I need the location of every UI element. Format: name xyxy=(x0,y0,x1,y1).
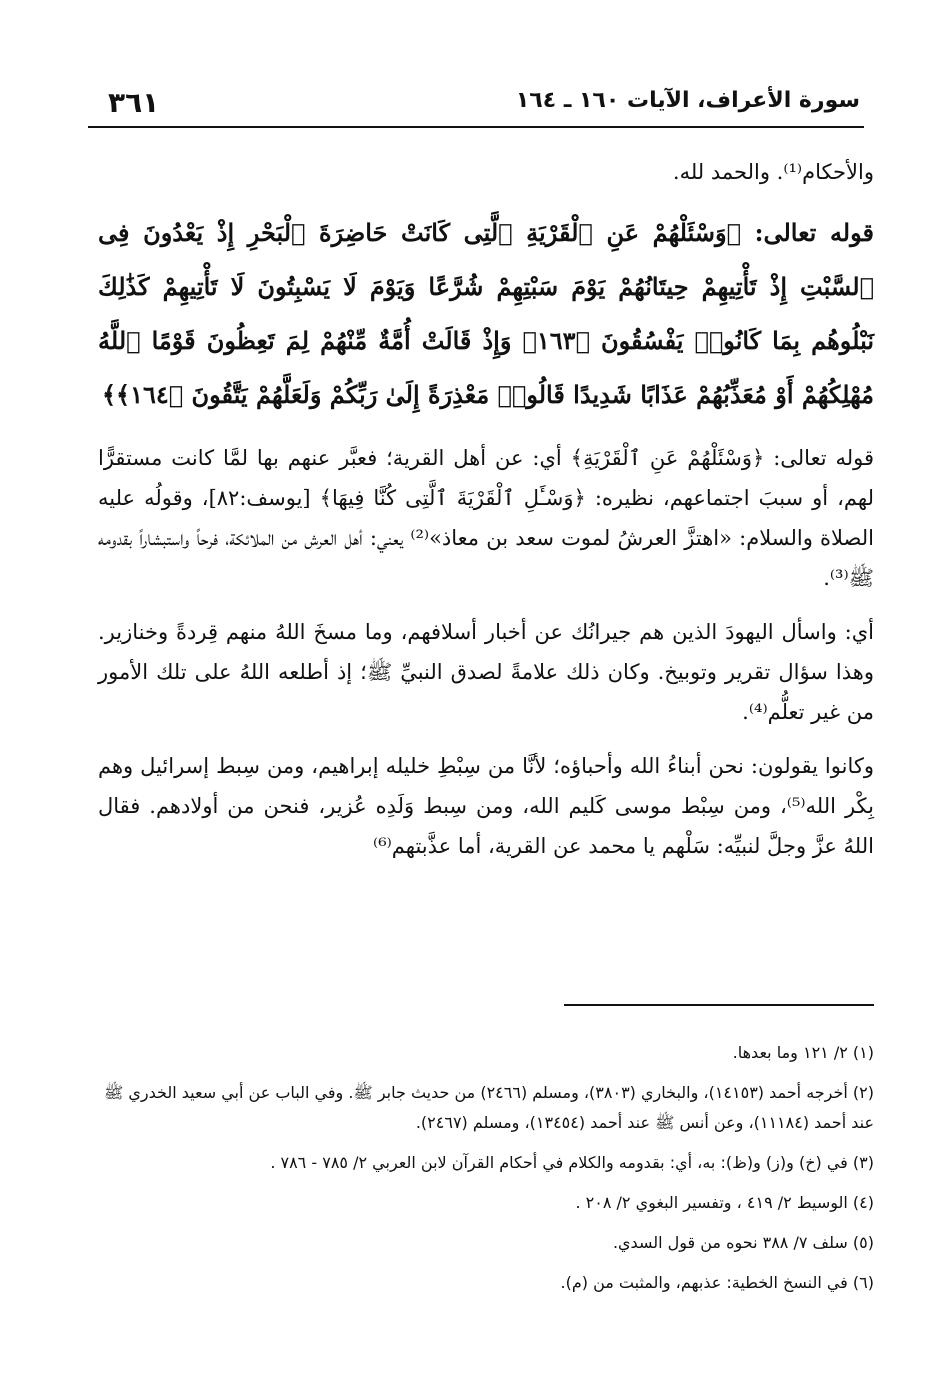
footnote-2: (٢) أخرجه أحمد (١٤١٥٣)، والبخاري (٣٨٠٣)، ومسلم (٢٤٦٦) من حديث جابر ﷺ. وفي الباب عن أبي سعيد الخدري ﷺ عند أحمد (١١١٨٤)، وعن أنس ﷺ عند أحمد (١٣٤٥٤)، ومسلم (٢٤٦٧). xyxy=(103,1083,874,1132)
footnote-3: (٣) في (خ) و(ز) و(ظ): به، أي: بقدومه والكلام في أحكام القرآن لابن العربي ٢/ ٧٨٥ - ٧٨٦ . xyxy=(270,1153,874,1172)
footnote-5: (٥) سلف ٧/ ٣٨٨ نحوه من قول السدي. xyxy=(612,1233,874,1252)
footnote-6: (٦) في النسخ الخطية: عذبهم، والمثبت من (م). xyxy=(560,1273,874,1292)
footnote-1: (١) ٢/ ١٢١ وما بعدها. xyxy=(732,1043,874,1062)
running-title: سورة الأعراف، الآيات ١٦٠ ـ ١٦٤ xyxy=(515,88,860,113)
paragraph-4: وكانوا يقولون: نحن أبناءُ الله وأحباؤه؛ لأنَّا من سِبْطِ خليله إبراهيم، ومن سِبط إسرائيل وهم بِكْر الله⁽⁵⁾، ومن سِبْط موسى كَليم الله، ومن سِبط وَلَدِه عُزير، فنحن من أولادهم. فقال اللهُ عزَّ وجلَّ لنبيِّه: سَلْهم يا محمد عن القرية، أما عذَّبتهم⁽⁶⁾ xyxy=(98,754,874,858)
main-text xyxy=(98,152,874,880)
footnote-4: (٤) الوسيط ٢/ ٤١٩ ، وتفسير البغوي ٢/ ٢٠٨ . xyxy=(575,1193,874,1212)
footnote-separator xyxy=(564,1004,874,1006)
paragraph-2: قوله تعالى: ﴿وَسْئَلْهُمْ عَنِ ٱلْقَرْيَةِ﴾ أي: عن أهل القرية؛ فعبَّر عنهم بها لمَّا كانت مستقرًّا لهم، أو سببَ اجتماعهم، نظيره: ﴿وَسْـَٔلِ ٱلْقَرْيَةَ ٱلَّتِى كُنَّا فِيهَا﴾ [يوسف:٨٢]، وقولُه عليه الصلاة والسلام: «اهتزَّ العرشُ لموت سعد بن معاذ»⁽²⁾ يعني: أهل العرش من الملائكة، فرحاً واستبشاراً بقدومه ﷺ⁽³⁾. xyxy=(98,446,875,590)
page-header xyxy=(88,82,864,128)
paragraph-3: أي: واسأل اليهودَ الذين هم جيرانُك عن أخبار أسلافهم، وما مسخَ اللهُ منهم قِردةً وخنازير. وهذا سؤال تقرير وتوبيخ. وكان ذلك علامةً لصدق النبيِّ ﷺ؛ إذ أطلعه اللهُ على تلك الأمور من غير تعلُّم⁽⁴⁾. xyxy=(98,620,874,724)
footnotes xyxy=(98,1038,874,1308)
quran-verse-block: قوله تعالى: ﴿وَسْئَلْهُمْ عَنِ ٱلْقَرْيَةِ ٱلَّتِى كَانَتْ حَاضِرَةَ ٱلْبَحْرِ إِذْ يَعْدُونَ فِى ٱلسَّبْتِ إِذْ تَأْتِيهِمْ حِيتَانُهُمْ يَوْمَ سَبْتِهِمْ شُرَّعًا وَيَوْمَ لَا يَسْبِتُونَ لَا تَأْتِيهِمْ كَذَٰلِكَ نَبْلُوهُم بِمَا كَانُوا۟ يَفْسُقُونَ ﴿١٦٣﴾ وَإِذْ قَالَتْ أُمَّةٌ مِّنْهُمْ لِمَ تَعِظُونَ قَوْمًا ٱللَّهُ مُهْلِكُهُمْ أَوْ مُعَذِّبُهُمْ عَذَابًا شَدِيدًا قَالُوا۟ مَعْذِرَةً إِلَىٰ رَبِّكُمْ وَلَعَلَّهُمْ يَتَّقُونَ ﴿١٦٤﴾﴾ xyxy=(98,218,875,409)
page-number: ٣٦١ xyxy=(108,86,160,119)
paragraph-1: والأحكام⁽¹⁾. والحمد لله. xyxy=(672,160,874,184)
